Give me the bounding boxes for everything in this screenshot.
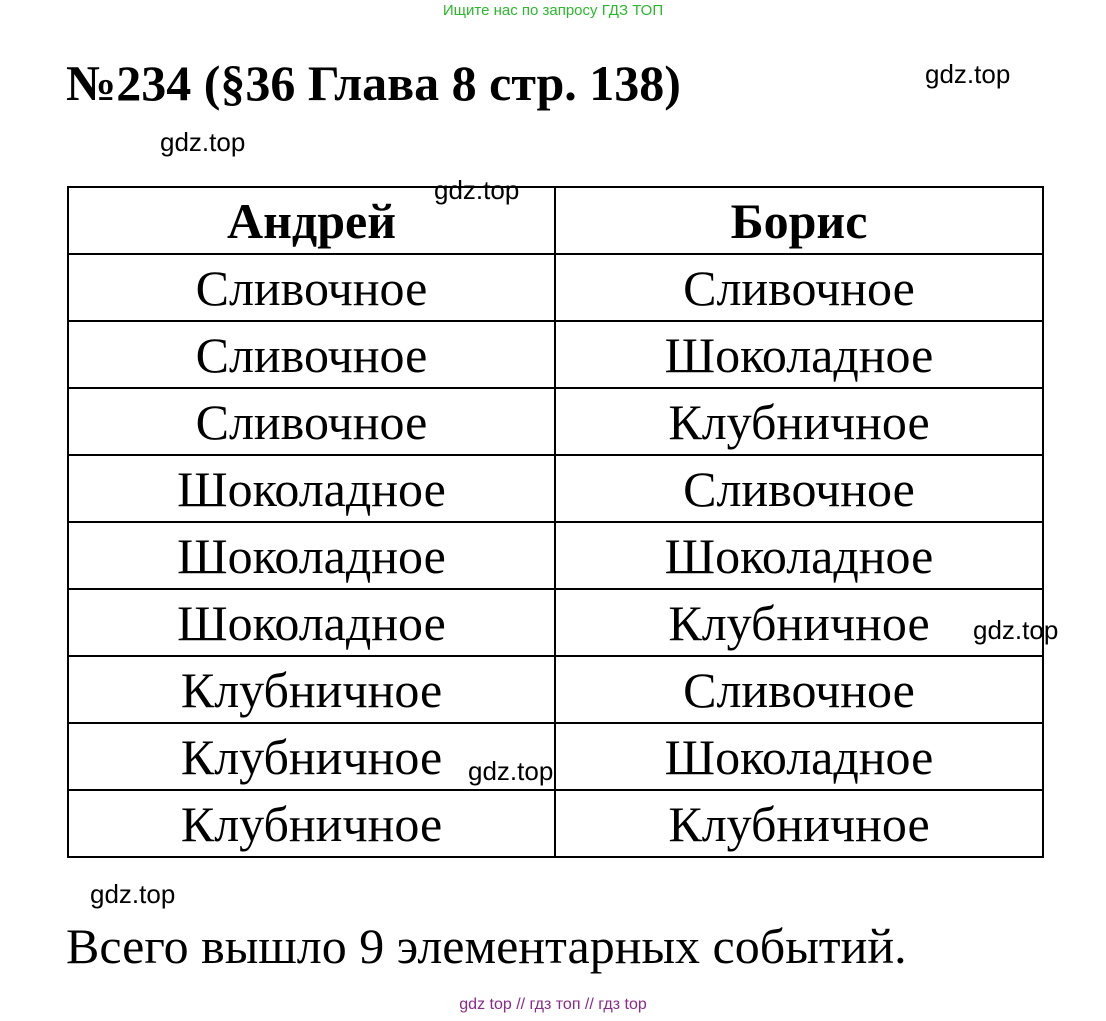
watermark: gdz.top (468, 756, 554, 786)
table-header-row (68, 187, 1043, 254)
table-row (68, 522, 1043, 589)
table-cell: Клубничное (68, 723, 555, 790)
table-cell: Сливочное (555, 656, 1043, 723)
table-cell: Клубничное (555, 388, 1043, 455)
table-cell: Клубничное (555, 589, 1043, 656)
watermark: gdz.top (160, 127, 246, 157)
table-row (68, 388, 1043, 455)
table-cell: Сливочное (68, 321, 555, 388)
table-cell: Шоколадное (555, 723, 1043, 790)
table-row (68, 790, 1043, 857)
table-cell: Клубничное (555, 790, 1043, 857)
table-cell: Сливочное (68, 388, 555, 455)
table-row (68, 723, 1043, 790)
page-title: №234 (§36 Глава 8 стр. 138) (66, 55, 681, 111)
outcomes-table (67, 186, 1044, 858)
table-row (68, 254, 1043, 321)
table-cell: Шоколадное (68, 522, 555, 589)
table-cell: Шоколадное (68, 589, 555, 656)
watermark: gdz.top (90, 879, 176, 909)
column-header-boris: Борис (555, 187, 1043, 254)
table-row (68, 656, 1043, 723)
table-row (68, 455, 1043, 522)
table-cell: Шоколадное (555, 522, 1043, 589)
table-cell: Шоколадное (68, 455, 555, 522)
table-cell: Сливочное (555, 254, 1043, 321)
column-header-andrey: Андрей (68, 187, 555, 254)
table-cell: Сливочное (555, 455, 1043, 522)
table-cell: Шоколадное (555, 321, 1043, 388)
summary-text: Всего вышло 9 элементарных событий. (66, 918, 907, 974)
watermark: gdz.top (434, 175, 520, 205)
top-banner: Ищите нас по запросу ГДЗ ТОП (442, 2, 664, 19)
table-row (68, 589, 1043, 656)
table-cell: Клубничное (68, 790, 555, 857)
footer-links: gdz top // гдз топ // гдз top (459, 996, 647, 1013)
watermark: gdz.top (925, 59, 1011, 89)
table-row (68, 321, 1043, 388)
table-cell: Сливочное (68, 254, 555, 321)
watermark: gdz.top (973, 615, 1059, 645)
table-cell: Клубничное (68, 656, 555, 723)
